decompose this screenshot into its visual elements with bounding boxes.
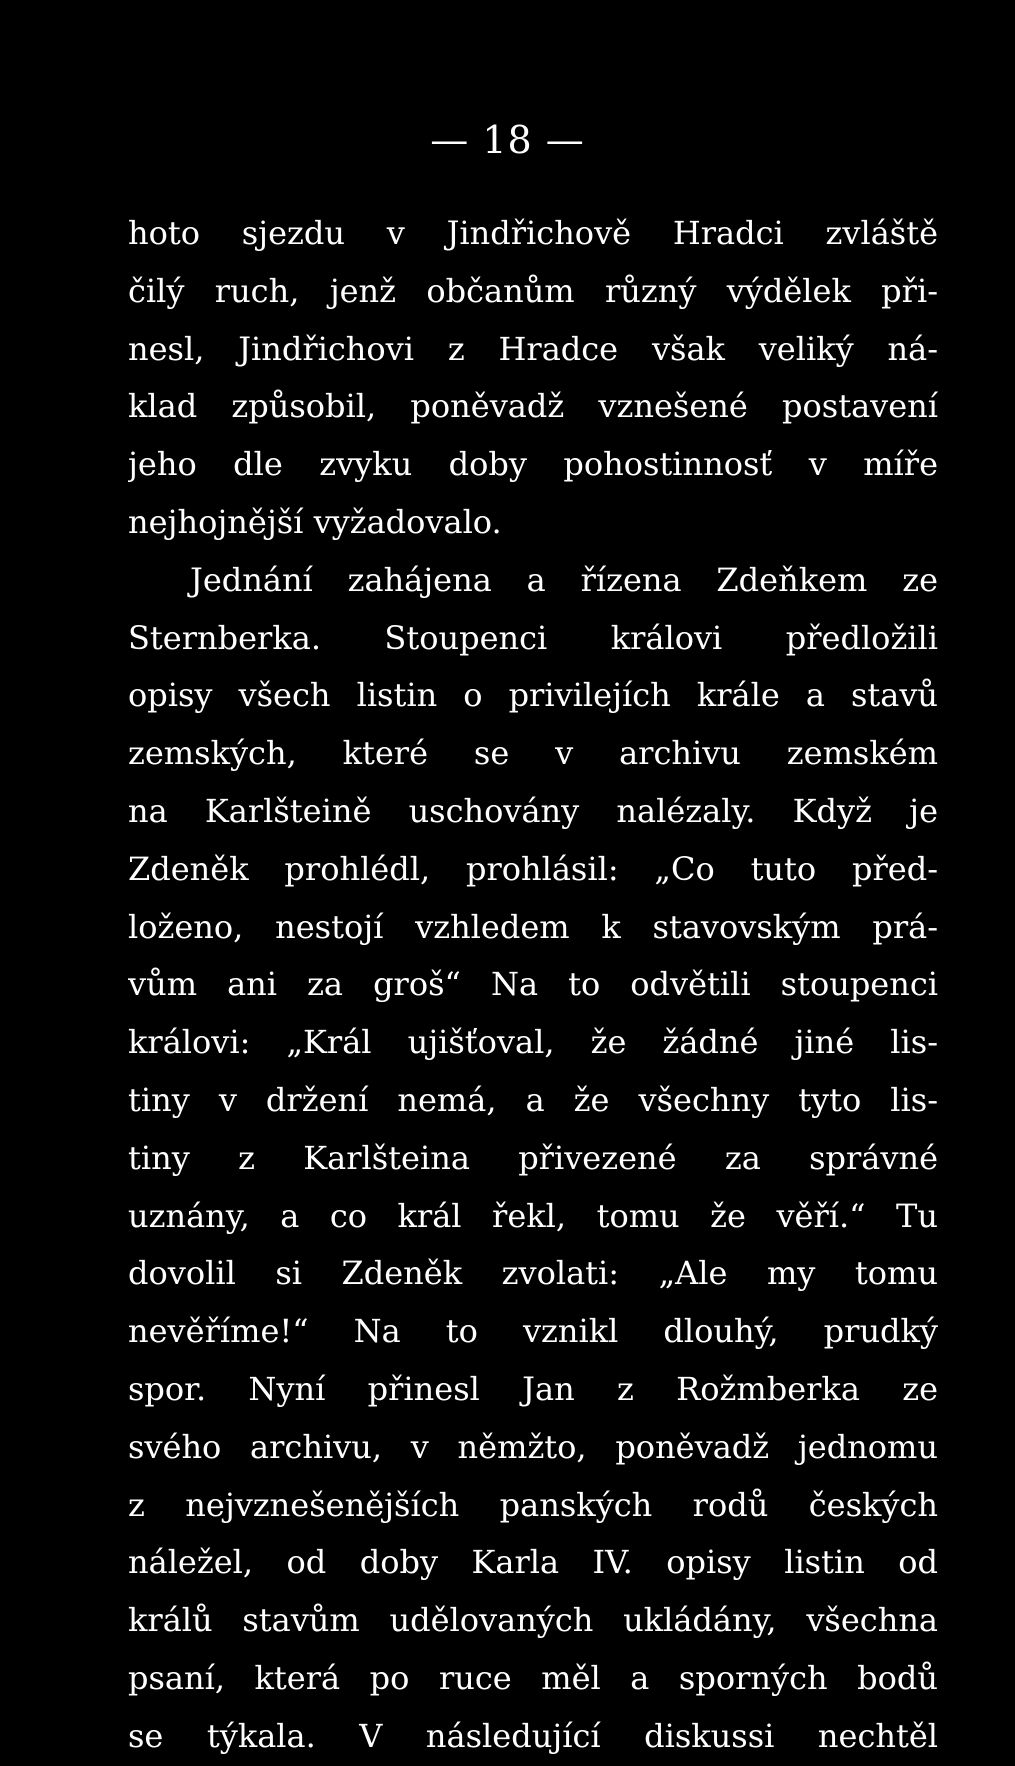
text-line: Zdeněk prohlédl, prohlásil: „Co tuto před- — [128, 849, 938, 888]
text-line: spor. Nyní přinesl Jan z Rožmberka ze — [128, 1369, 938, 1408]
text-line: loženo, nestojí vzhledem k stavovským prá- — [128, 907, 938, 946]
text-line: nejhojnější vyžadovalo. — [128, 502, 502, 541]
text-line: uznány, a co král řekl, tomu že věří.“ Tu — [128, 1196, 938, 1235]
text-line: čilý ruch, jenž občanům různý výdělek při- — [128, 271, 938, 310]
text-line: tiny z Karlšteina přivezené za správné — [128, 1138, 938, 1177]
text-line: z nejvznešenějších panských rodů českých — [128, 1485, 938, 1524]
text-line: klad způsobil, poněvadž vznešené postavení — [128, 387, 938, 426]
text-line: dovolil si Zdeněk zvolati: „Ale my tomu — [128, 1254, 938, 1293]
text-line: tiny v držení nemá, a že všechny tyto lis- — [128, 1080, 938, 1119]
text-line: vům ani za groš“ Na to odvětili stoupenci — [128, 965, 938, 1004]
body-text — [128, 205, 938, 1766]
text-line: královi: „Král ujišťoval, že žádné jiné lis- — [128, 1023, 938, 1062]
text-line: opisy všech listin o privilejích krále a stavů — [128, 676, 938, 715]
text-line: zemských, které se v archivu zemském — [128, 734, 938, 773]
text-line: hoto sjezdu v Jindřichově Hradci zvláště — [128, 214, 938, 252]
text-line: nevěříme!“ Na to vznikl dlouhý, prudký — [128, 1312, 938, 1351]
text-line: svého archivu, v němžto, poněvadž jednomu — [128, 1427, 938, 1466]
text-line: náležel, od doby Karla IV. opisy listin od — [128, 1543, 938, 1582]
text-line: králů stavům udělovaných ukládány, všechna — [128, 1601, 938, 1640]
page-number: — 18 — — [430, 118, 585, 162]
text-line: jeho dle zvyku doby pohostinnosť v míře — [128, 445, 938, 484]
text-line: na Karlšteině uschovány nalézaly. Když je — [128, 791, 938, 830]
text-line: se týkala. V následující diskussi nechtěl — [128, 1716, 938, 1755]
text-line: Sternberka. Stoupenci královi předložili — [128, 618, 938, 657]
text-line: nesl, Jindřichovi z Hradce však veliký ná- — [128, 329, 938, 368]
text-line: psaní, která po ruce měl a sporných bodů — [128, 1658, 938, 1697]
text-line: Jednání zahájena a řízena Zdeňkem ze — [190, 560, 938, 599]
